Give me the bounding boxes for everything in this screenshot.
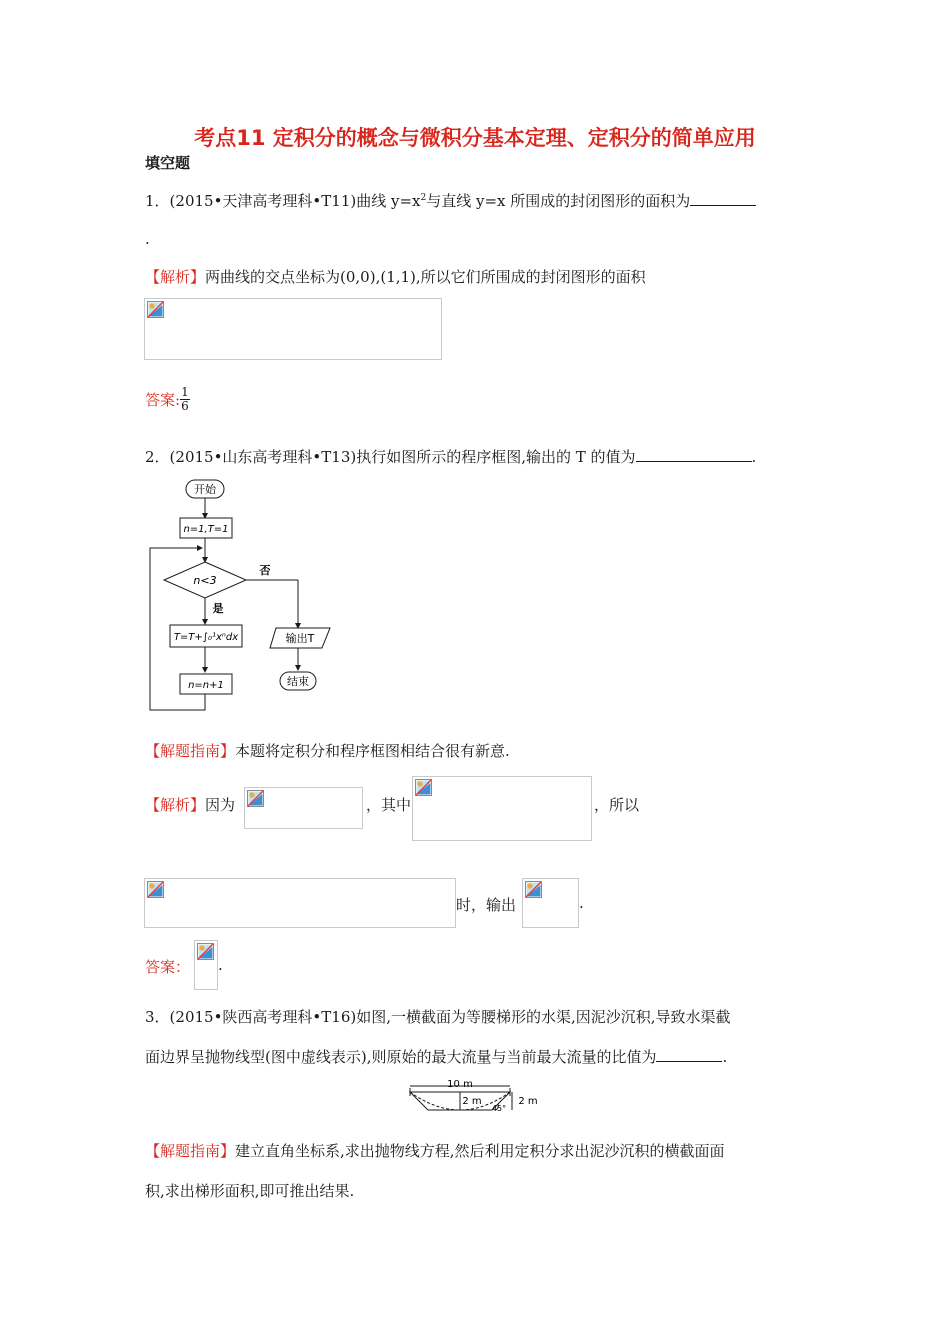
fig-top-label: 10 m xyxy=(447,1079,473,1090)
flow-cond-label: n<3 xyxy=(193,574,217,587)
question-1 xyxy=(145,190,756,211)
q1-analysis xyxy=(145,266,646,287)
question-2-text: 2．(2015•山东高考理科•T13)执行如图所示的程序框图,输出的 T 的值为 xyxy=(145,448,636,466)
fig-inner-label: 2 m xyxy=(462,1096,482,1107)
question-1-sup: 2 xyxy=(420,193,427,203)
formula-image xyxy=(194,940,218,990)
broken-image-icon xyxy=(197,943,214,960)
period-text: . xyxy=(579,894,584,912)
flow-inc-label: n=n+1 xyxy=(188,680,224,691)
flow-start-label: 开始 xyxy=(194,483,216,496)
channel-cross-section-figure xyxy=(400,1074,548,1116)
question-2-end: . xyxy=(751,448,757,466)
among-text: ，其中 xyxy=(366,796,412,814)
guide-tag: 【解题指南】 xyxy=(145,1142,236,1160)
formula-image xyxy=(244,787,363,829)
q2-guide xyxy=(145,740,510,761)
when-text: 时，输出 xyxy=(456,896,517,914)
formula-image xyxy=(144,298,442,360)
q1-answer xyxy=(145,386,190,413)
q2-answer-label: 答案： xyxy=(145,958,191,976)
question-3-line-2 xyxy=(145,1046,727,1067)
flow-calc-label: T=T+∫₀¹xⁿdx xyxy=(173,632,239,643)
so-text: ，所以 xyxy=(594,796,640,814)
flow-init-label: n=1,T=1 xyxy=(183,524,229,535)
answer-label: 答案: xyxy=(145,391,181,409)
broken-image-icon xyxy=(147,881,164,898)
answer-blank xyxy=(656,1047,722,1062)
flow-yes-label: 是 xyxy=(212,602,224,615)
broken-image-icon xyxy=(525,881,542,898)
question-1-end: . xyxy=(145,230,150,248)
section-heading: 填空题 xyxy=(145,154,191,172)
flow-output-label: 输出T xyxy=(285,632,315,645)
answer-fraction xyxy=(180,386,190,413)
q3-guide-line-1 xyxy=(145,1140,725,1161)
analysis-tag: 【解析】 xyxy=(145,796,206,814)
question-3-text: 面边界呈抛物线型(图中虚线表示),则原始的最大流量与当前最大流量的比值为 xyxy=(145,1048,657,1066)
question-3-end: . xyxy=(722,1048,728,1066)
answer-blank xyxy=(690,191,756,206)
answer-blank xyxy=(636,447,752,462)
question-1-text-a: 1．(2015•天津高考理科•T11)曲线 y=x xyxy=(145,192,421,210)
fraction-numerator: 1 xyxy=(181,385,189,399)
question-3-line-1: 3．(2015•陕西高考理科•T16)如图,一横截面为等腰梯形的水渠,因泥沙沉积,导致水渠截 xyxy=(145,1008,731,1026)
fig-angle-label: 45° xyxy=(491,1104,507,1113)
formula-image xyxy=(412,776,592,841)
flow-end-label: 结束 xyxy=(287,675,309,688)
analysis-tag: 【解析】 xyxy=(145,268,206,286)
question-2 xyxy=(145,446,756,467)
q2-analysis-label xyxy=(145,794,235,815)
fraction-denominator: 6 xyxy=(181,399,189,413)
question-1-text-b: 与直线 y=x 所围成的封闭图形的面积为 xyxy=(426,192,691,210)
guide-text: 建立直角坐标系,求出抛物线方程,然后利用定积分求出泥沙沉积的横截面面 xyxy=(235,1142,725,1160)
because-text: 因为 xyxy=(205,796,236,814)
analysis-text: 两曲线的交点坐标为(0,0),(1,1),所以它们所围成的封闭图形的面积 xyxy=(205,268,646,286)
formula-image xyxy=(144,878,456,928)
broken-image-icon xyxy=(415,779,432,796)
page-title: 考点11 定积分的概念与微积分基本定理、定积分的简单应用 xyxy=(194,126,756,150)
broken-image-icon xyxy=(247,790,264,807)
guide-tag: 【解题指南】 xyxy=(145,742,236,760)
formula-image xyxy=(522,878,579,928)
q3-guide-line-2: 积,求出梯形面积,即可推出结果. xyxy=(145,1182,355,1200)
broken-image-icon xyxy=(147,301,164,318)
guide-text: 本题将定积分和程序框图相结合很有新意. xyxy=(235,742,510,760)
program-flowchart xyxy=(140,474,340,720)
answer-period: . xyxy=(218,956,223,974)
fig-side-label: 2 m xyxy=(518,1096,538,1107)
flow-no-label: 否 xyxy=(259,564,271,577)
